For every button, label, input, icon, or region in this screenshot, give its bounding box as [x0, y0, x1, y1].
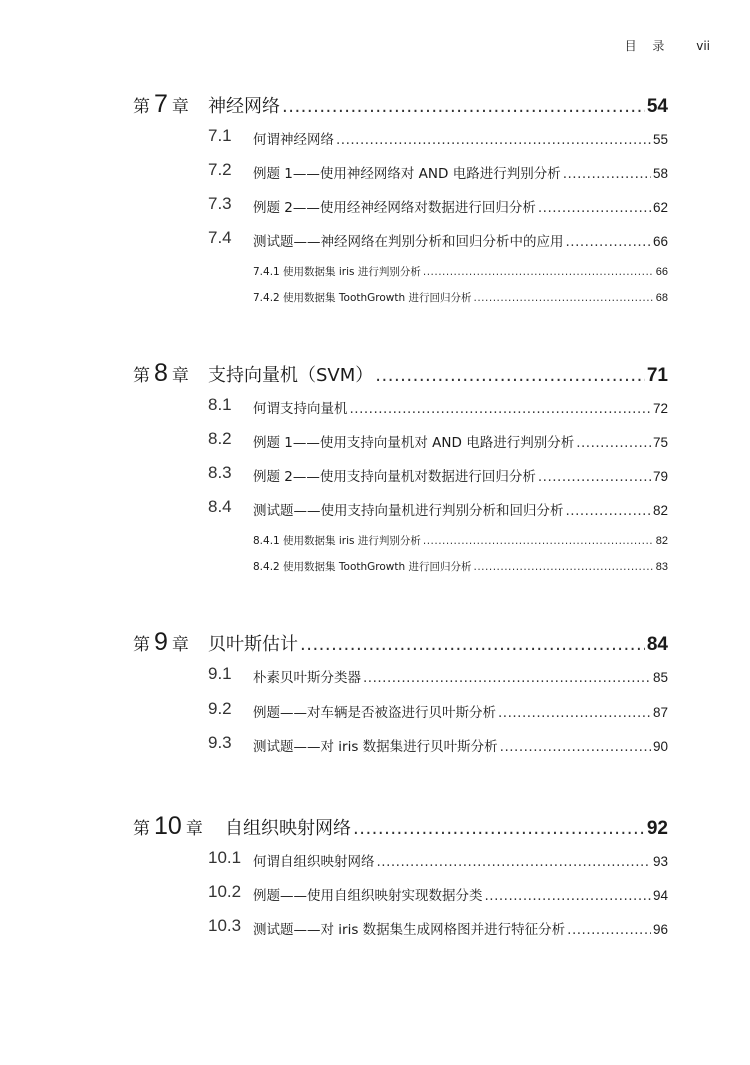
- chapter-title: 贝叶斯估计: [208, 634, 298, 655]
- toc-section-entry[interactable]: [253, 128, 668, 148]
- dot-leader: [336, 132, 651, 148]
- dot-leader: [538, 200, 651, 216]
- chapter-page: 71: [646, 365, 668, 386]
- toc-section-entry[interactable]: [253, 735, 668, 755]
- dot-leader: [300, 634, 645, 655]
- section-number: 7.2: [208, 160, 232, 179]
- section-number: 8.2: [208, 429, 232, 448]
- section-title: 例题——对车辆是否被盗进行贝叶斯分析: [253, 705, 496, 721]
- chapter-label: [133, 90, 189, 119]
- section-title: 测试题——对 iris 数据集进行贝叶斯分析: [253, 739, 498, 755]
- section-title: 例题 1——使用支持向量机对 AND 电路进行判别分析: [253, 435, 575, 451]
- toc-chapter-entry[interactable]: [225, 814, 668, 840]
- section-number: 8.3: [208, 463, 232, 482]
- toc-section-entry[interactable]: [253, 918, 668, 938]
- section-page: 66: [652, 234, 668, 249]
- section-title: 例题 2——使用经神经网络对数据进行回归分析: [253, 200, 536, 216]
- subsection-title: 7.4.2 使用数据集 ToothGrowth 进行回归分析: [253, 292, 472, 304]
- subsection-page: 66: [655, 266, 668, 278]
- toc-section-entry[interactable]: [253, 431, 668, 451]
- toc-chapter-entry[interactable]: [208, 361, 668, 387]
- section-number: 8.1: [208, 395, 232, 414]
- dot-leader: [377, 854, 651, 870]
- section-title: 朴素贝叶斯分类器: [253, 670, 361, 686]
- toc-subsection-entry[interactable]: [253, 290, 668, 305]
- dot-leader: [563, 166, 651, 182]
- toc-section-entry[interactable]: [253, 850, 668, 870]
- dot-leader: [538, 469, 651, 485]
- dot-leader: [566, 503, 651, 519]
- toc-chapter-entry[interactable]: [208, 630, 668, 656]
- toc-section-entry[interactable]: [253, 499, 668, 519]
- section-title: 何谓支持向量机: [253, 401, 348, 417]
- section-page: 62: [652, 200, 668, 215]
- section-page: 85: [652, 670, 668, 685]
- section-title: 何谓神经网络: [253, 132, 334, 148]
- chapter-suffix: 章: [171, 97, 189, 117]
- chapter-label: [133, 812, 203, 841]
- section-page: 72: [652, 401, 668, 416]
- toc-subsection-entry[interactable]: [253, 559, 668, 574]
- subsection-title: 8.4.2 使用数据集 ToothGrowth 进行回归分析: [253, 561, 472, 573]
- dot-leader: [423, 535, 654, 547]
- section-number: 7.3: [208, 194, 232, 213]
- dot-leader: [375, 365, 645, 386]
- subsection-page: 68: [655, 292, 668, 304]
- section-page: 58: [652, 166, 668, 181]
- section-number: 9.1: [208, 664, 232, 683]
- section-page: 90: [652, 739, 668, 754]
- toc-section-entry[interactable]: [253, 666, 668, 686]
- running-head: [625, 37, 710, 54]
- dot-leader: [567, 922, 651, 938]
- subsection-page: 83: [655, 561, 668, 573]
- section-number: 10.1: [208, 848, 242, 867]
- section-number: 7.1: [208, 126, 232, 145]
- section-number: 9.3: [208, 733, 232, 752]
- running-head-page: vii: [696, 39, 710, 53]
- toc-section-entry[interactable]: [253, 884, 668, 904]
- section-number: 7.4: [208, 228, 232, 247]
- dot-leader: [353, 818, 645, 839]
- toc-section-entry[interactable]: [253, 196, 668, 216]
- dot-leader: [566, 234, 651, 250]
- chapter-number: 8: [154, 359, 168, 387]
- dot-leader: [363, 670, 651, 686]
- chapter-title: 神经网络: [208, 96, 280, 117]
- section-page: 75: [652, 435, 668, 450]
- dot-leader: [485, 888, 651, 904]
- toc-subsection-entry[interactable]: [253, 533, 668, 548]
- toc-section-entry[interactable]: [253, 230, 668, 250]
- section-number: 10.2: [208, 882, 242, 901]
- toc-section-entry[interactable]: [253, 465, 668, 485]
- chapter-label: [133, 628, 189, 657]
- chapter-number: 9: [154, 628, 168, 656]
- section-number: 8.4: [208, 497, 232, 516]
- section-page: 79: [652, 469, 668, 484]
- dot-leader: [498, 705, 651, 721]
- chapter-number: 10: [154, 812, 182, 840]
- chapter-page: 92: [646, 818, 668, 839]
- chapter-prefix: 第: [133, 819, 150, 839]
- toc-chapter-entry[interactable]: [208, 92, 668, 118]
- chapter-page: 54: [646, 96, 668, 117]
- subsection-title: 7.4.1 使用数据集 iris 进行判别分析: [253, 266, 421, 278]
- dot-leader: [576, 435, 651, 451]
- dot-leader: [350, 401, 651, 417]
- chapter-suffix: 章: [171, 635, 189, 655]
- section-title: 测试题——使用支持向量机进行判别分析和回归分析: [253, 503, 564, 519]
- section-page: 94: [652, 888, 668, 903]
- section-number: 10.3: [208, 916, 242, 935]
- section-page: 87: [652, 705, 668, 720]
- toc-section-entry[interactable]: [253, 162, 668, 182]
- subsection-title: 8.4.1 使用数据集 iris 进行判别分析: [253, 535, 421, 547]
- chapter-prefix: 第: [133, 635, 150, 655]
- running-head-section: 目 录: [624, 39, 671, 53]
- section-title: 例题 1——使用神经网络对 AND 电路进行判别分析: [253, 166, 561, 182]
- chapter-title: 支持向量机（SVM）: [208, 365, 374, 386]
- chapter-label: [133, 359, 189, 388]
- section-title: 测试题——神经网络在判别分析和回归分析中的应用: [253, 234, 564, 250]
- section-page: 55: [652, 132, 668, 147]
- chapter-title: 自组织映射网络: [225, 818, 351, 839]
- section-title: 例题——使用自组织映射实现数据分类: [253, 888, 483, 904]
- chapter-suffix: 章: [171, 366, 189, 386]
- chapter-page: 84: [646, 634, 668, 655]
- chapter-prefix: 第: [133, 97, 150, 117]
- dot-leader: [282, 96, 645, 117]
- section-title: 何谓自组织映射网络: [253, 854, 375, 870]
- chapter-suffix: 章: [185, 819, 203, 839]
- section-title: 例题 2——使用支持向量机对数据进行回归分析: [253, 469, 536, 485]
- dot-leader: [500, 739, 651, 755]
- section-page: 93: [652, 854, 668, 869]
- dot-leader: [423, 266, 654, 278]
- section-page: 82: [652, 503, 668, 518]
- chapter-number: 7: [154, 90, 168, 118]
- chapter-prefix: 第: [133, 366, 150, 386]
- dot-leader: [474, 561, 654, 573]
- section-number: 9.2: [208, 699, 232, 718]
- subsection-page: 82: [655, 535, 668, 547]
- toc-section-entry[interactable]: [253, 397, 668, 417]
- dot-leader: [474, 292, 654, 304]
- toc-section-entry[interactable]: [253, 701, 668, 721]
- toc-subsection-entry[interactable]: [253, 264, 668, 279]
- section-title: 测试题——对 iris 数据集生成网格图并进行特征分析: [253, 922, 566, 938]
- section-page: 96: [652, 922, 668, 937]
